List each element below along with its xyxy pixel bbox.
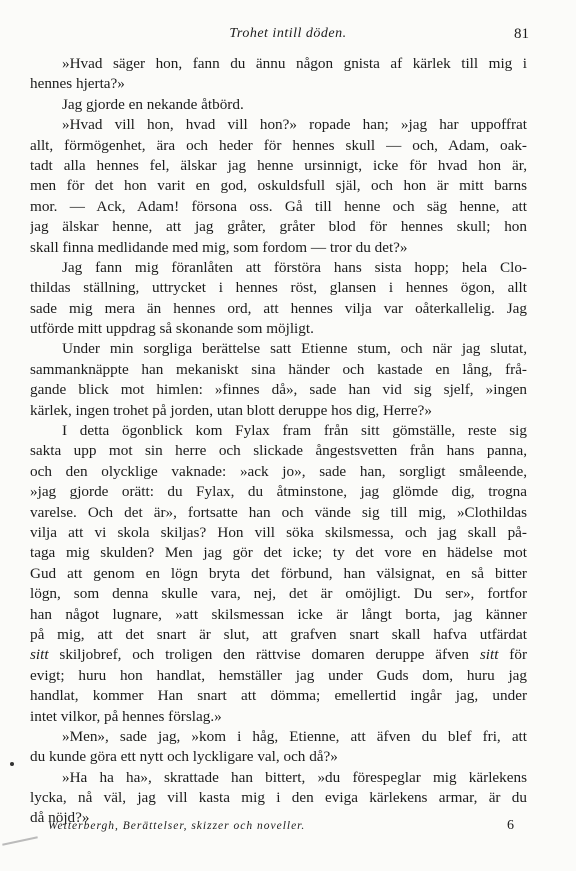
text-line: men för det hon varit en god, oskuldsfull själ, och hon är mitt barns: [30, 177, 527, 195]
text-line: »Ha ha ha», skrattade han bittert, »du förespeglar mig kärlekens: [62, 768, 527, 786]
text-line: varelse. Och det är», fortsatte han och vände sig till mig, »Clothildas: [30, 503, 527, 521]
text-line: intet vilkor, på hennes förslag.»: [30, 707, 222, 725]
text-line: han något lugnare, »att skilsmessan icke är långt borta, jag känner: [30, 605, 527, 623]
text-line: då nöjd?»: [30, 809, 90, 827]
text-line: kärlek, ingen trohet på jorden, utan blott deruppe hos dig, Herre?»: [30, 401, 432, 419]
text-line: Jag gjorde en nekande åtbörd.: [62, 95, 244, 113]
running-title: Trohet intill döden.: [229, 26, 347, 41]
text-line: och den olycklige vaknade: »ack jo», sade han, sorgligt småleende,: [30, 462, 527, 480]
footer-book-title: Wetterbergh, Berättelser, skizzer och noveller.: [48, 820, 306, 832]
text-line: sitt skiljobref, och troligen den rättvise domaren deruppe äfven sitt för: [30, 646, 527, 664]
text-line: lögn, som denna skulle vara, nej, det är omöjligt. Du ser», fortfor: [30, 585, 527, 603]
text-line: tadt alla hennes fel, älskar jag henne ursinnigt, icke för hvad hon är,: [30, 156, 527, 174]
text-line: Under min sorgliga berättelse satt Etienne stum, och när jag slutat,: [62, 340, 527, 358]
text-line: I detta ögonblick kom Fylax fram från sitt gömställe, reste sig: [62, 422, 527, 440]
text-line: skall finna medlidande med mig, som fordom — tror du det?»: [30, 238, 408, 256]
text-line: »Hvad vill hon, hvad vill hon?» ropade han; »jag har uppoffrat: [62, 116, 527, 134]
text-line: thildas ställning, uttrycket i hennes röst, glansen i hennes ögon, allt: [30, 279, 527, 297]
text-line: hennes hjerta?»: [30, 75, 125, 93]
page-footer: [48, 820, 528, 840]
text-line: Gud att genom en lögn bryta det förbund, han välsignat, en så bitter: [30, 564, 527, 582]
text-line: sakta upp mot sin herre och slickade ångestsvetten från hans panna,: [30, 442, 527, 460]
text-line: evigt; huru hon handlat, hemställer jag under Guds dom, huru jag: [30, 666, 527, 684]
text-line: taga mig skulden? Men jag gör det icke; ty det vore en hädelse mot: [30, 544, 527, 562]
text-line: »Hvad säger hon, fann du ännu någon gnista af kärlek till mig i: [62, 55, 527, 72]
page-number: 81: [514, 26, 529, 42]
text-line: Jag fann mig föranlåten att förstöra hans sista hopp; hela Clo-: [62, 258, 527, 276]
text-line: mor. — Ack, Adam! försona oss. Gå till henne och säg henne, att: [30, 197, 527, 215]
text-line: sammanknäppte han mekaniskt sina händer och kastade en lång, frå-: [30, 360, 527, 378]
text-line: sade mig mera än hennes ord, att hennes vilja var oåterkallelig. Jag: [30, 299, 527, 317]
page-header: [0, 26, 576, 46]
signature-mark: 6: [507, 818, 514, 833]
corner-scratch: [2, 836, 38, 845]
text-line: »jag gjorde orätt: du Fylax, du åtminstone, jag glömde dig, trogna: [30, 483, 527, 501]
text-line: gande blick mot himlen: »finnes då», sade han vid sig sjelf, »ingen: [30, 381, 527, 399]
text-line: du kunde göra ett nytt och lyckligare val, och då?»: [30, 748, 338, 766]
text-line: »Men», sade jag, »kom i håg, Etienne, att äfven du blef fri, att: [62, 727, 527, 745]
text-line: vilja att vi skola skiljas? Hon vill söka skilsmessa, och jag skall på-: [30, 523, 527, 541]
body-text: [30, 54, 527, 829]
text-line: lycka, nå väl, jag vill kasta mig i den eviga kärlekens armar, är du: [30, 789, 527, 807]
text-line: handlat, kommer Han snart att dömma; emellertid ingår jag, under: [30, 687, 527, 705]
margin-dot: [10, 762, 14, 766]
text-line: jag älskar henne, att jag gråter, gråter blod för hennes skull; hon: [30, 218, 527, 236]
text-line: allt, förmögenhet, ära och heder för hennes skull — och, Adam, oak-: [30, 136, 527, 154]
text-line: på mig, att det snart är slut, att grafven snart skall hafva utfärdat: [30, 625, 527, 643]
text-line: utförde mitt uppdrag så skonande som möjligt.: [30, 320, 314, 338]
